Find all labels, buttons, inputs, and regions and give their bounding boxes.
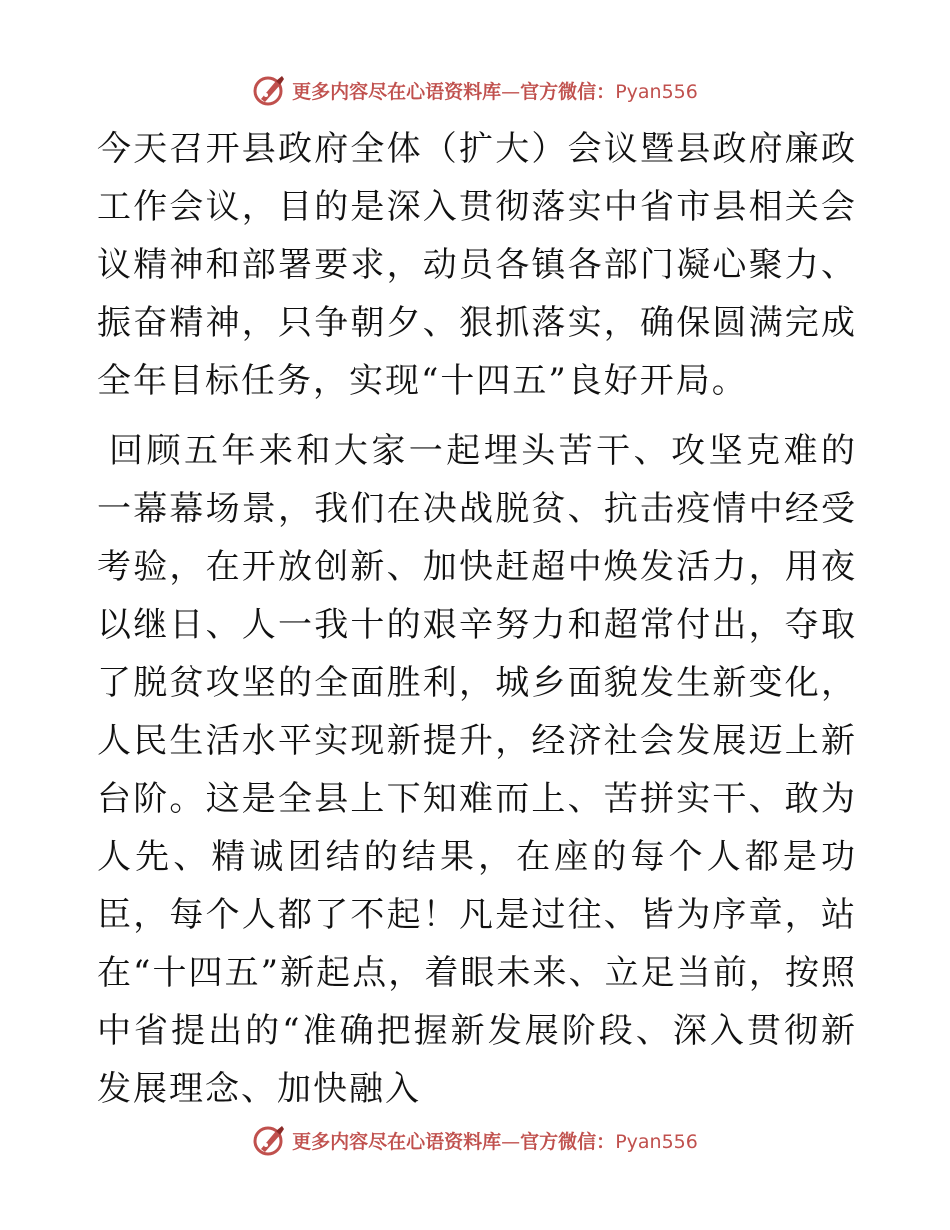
paragraph-1: 今天召开县政府全体（扩大）会议暨县政府廉政工作会议，目的是深入贯彻落实中省市县相关会议精神和部署要求，动员各镇各部门凝心聚力、振奋精神，只争朝夕、狠抓落实，确保圆满完成全年目标任务，实现“十四五”良好开局。 xyxy=(97,129,857,401)
watermark-text xyxy=(292,77,698,104)
watermark-main: 更多内容尽在心语资料库 xyxy=(292,1130,502,1153)
document-body xyxy=(97,120,857,1118)
pen-logo-icon xyxy=(252,73,286,107)
watermark-official: 官方微信： xyxy=(520,1130,616,1153)
paragraph-2: 回顾五年来和大家一起埋头苦干、攻坚克难的一幕幕场景，我们在决战脱贫、抗击疫情中经受考验，在开放创新、加快赶超中焕发活力，用夜以继日、人一我十的艰辛努力和超常付出，夺取了脱贫攻坚的全面胜利，城乡面貌发生新变化，人民生活水平实现新提升，经济社会发展迈上新台阶。这是全县上下知难而上、苦拼实干、敢为人先、精诚团结的结果，在座的每个人都是功臣，每个人都了不起！凡是过往、皆为序章，站在“十四五”新起点，着眼未来、立足当前，按照中省提出的“准确把握新发展阶段、深入贯彻新发展理念、加快融入 xyxy=(97,431,857,1109)
watermark-official: 官方微信： xyxy=(520,80,616,103)
pen-logo-icon xyxy=(252,1123,286,1157)
header-watermark xyxy=(0,70,950,110)
watermark-dash: — xyxy=(501,80,521,103)
footer-watermark xyxy=(0,1120,950,1160)
watermark-main: 更多内容尽在心语资料库 xyxy=(292,80,502,103)
watermark-wechat-id: Pyan556 xyxy=(615,80,698,103)
watermark-text xyxy=(292,1127,698,1154)
watermark-wechat-id: Pyan556 xyxy=(615,1130,698,1153)
watermark-dash: — xyxy=(501,1130,521,1153)
